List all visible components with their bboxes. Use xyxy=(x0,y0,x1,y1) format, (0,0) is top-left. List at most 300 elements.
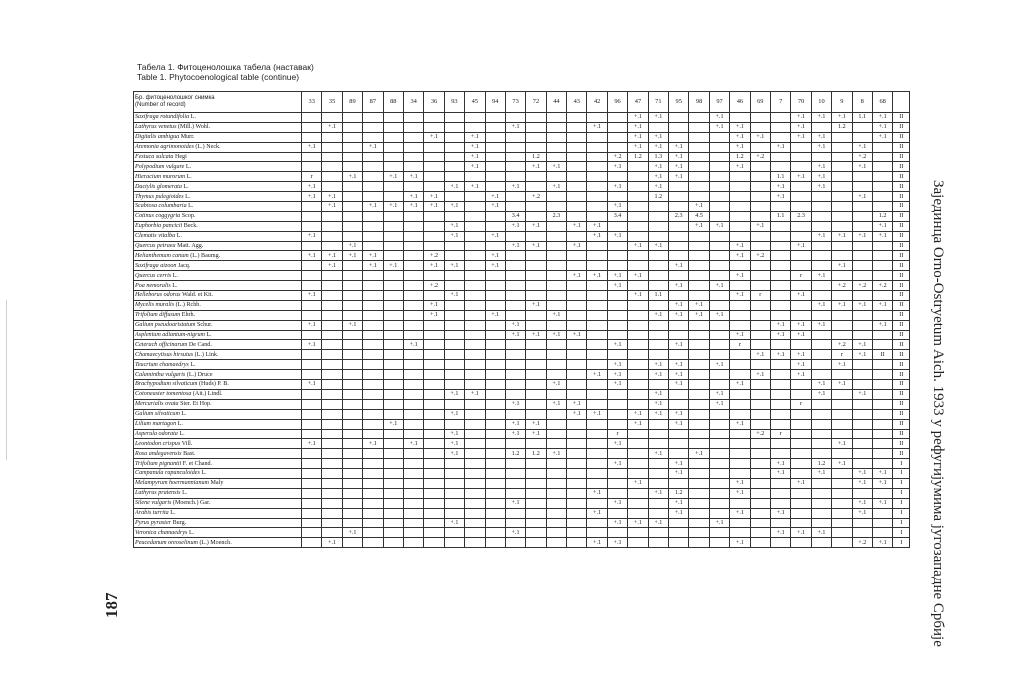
abundance-cell: +.1 xyxy=(730,380,750,390)
abundance-cell xyxy=(342,469,362,479)
abundance-cell xyxy=(770,271,790,281)
abundance-cell xyxy=(750,399,770,409)
abundance-cell xyxy=(628,261,648,271)
abundance-cell xyxy=(648,429,668,439)
species-name-cell xyxy=(134,518,302,528)
species-name-cell xyxy=(134,172,302,182)
abundance-cell xyxy=(689,380,709,390)
abundance-cell xyxy=(322,370,342,380)
abundance-cell xyxy=(465,429,485,439)
abundance-cell: +.1 xyxy=(546,162,566,172)
abundance-cell xyxy=(709,528,729,538)
abundance-cell xyxy=(607,132,627,142)
abundance-cell xyxy=(811,498,831,508)
constancy-class-cell: II xyxy=(893,389,910,399)
abundance-cell xyxy=(363,211,383,221)
abundance-cell xyxy=(465,478,485,488)
abundance-cell xyxy=(607,221,627,231)
abundance-cell xyxy=(730,310,750,320)
species-author: Ster. Et Hop. xyxy=(180,401,212,408)
abundance-cell xyxy=(567,488,587,498)
abundance-cell xyxy=(689,172,709,182)
abundance-cell: +.1 xyxy=(322,538,342,548)
abundance-cell xyxy=(770,310,790,320)
species-author: L. xyxy=(172,282,178,289)
abundance-cell xyxy=(587,399,607,409)
abundance-cell xyxy=(383,429,403,439)
constancy-class-cell: II xyxy=(893,192,910,202)
species-author: Wald. et Kit. xyxy=(182,292,214,299)
record-number-header: 95 xyxy=(669,92,689,113)
abundance-cell xyxy=(546,251,566,261)
abundance-cell xyxy=(526,538,546,548)
abundance-cell xyxy=(485,241,505,251)
abundance-cell: +.1 xyxy=(872,478,892,488)
abundance-cell xyxy=(363,360,383,370)
abundance-cell xyxy=(709,538,729,548)
abundance-cell xyxy=(607,310,627,320)
abundance-cell xyxy=(770,360,790,370)
abundance-cell: +.1 xyxy=(424,202,444,212)
abundance-cell: +.1 xyxy=(363,261,383,271)
abundance-cell xyxy=(322,310,342,320)
abundance-cell xyxy=(832,182,852,192)
abundance-cell xyxy=(424,182,444,192)
abundance-cell: +.1 xyxy=(872,122,892,132)
abundance-cell: +.1 xyxy=(832,439,852,449)
abundance-cell xyxy=(342,350,362,360)
abundance-cell xyxy=(526,439,546,449)
table-row xyxy=(134,320,910,330)
abundance-cell: +.1 xyxy=(750,350,770,360)
abundance-cell xyxy=(872,261,892,271)
abundance-cell xyxy=(811,370,831,380)
abundance-cell xyxy=(424,498,444,508)
species-name: Lathyrus pratensis xyxy=(135,490,181,497)
abundance-cell: +.1 xyxy=(342,251,362,261)
table-row xyxy=(134,389,910,399)
abundance-cell xyxy=(567,192,587,202)
abundance-cell xyxy=(302,488,322,498)
abundance-cell xyxy=(832,132,852,142)
species-name-cell xyxy=(134,231,302,241)
abundance-cell xyxy=(526,172,546,182)
abundance-cell xyxy=(526,518,546,528)
abundance-cell xyxy=(342,538,362,548)
abundance-cell xyxy=(852,202,872,212)
abundance-cell xyxy=(832,192,852,202)
abundance-cell xyxy=(322,231,342,241)
abundance-cell xyxy=(709,409,729,419)
abundance-cell xyxy=(872,172,892,182)
record-number-header: 33 xyxy=(302,92,322,113)
abundance-cell xyxy=(709,429,729,439)
constancy-class-cell: I xyxy=(893,469,910,479)
abundance-cell: +.1 xyxy=(607,518,627,528)
record-number-label-sr: Бр. фитоценолошког снимка xyxy=(135,95,215,101)
abundance-cell: +.1 xyxy=(546,330,566,340)
species-author: Bast. xyxy=(183,450,196,457)
abundance-cell: +.1 xyxy=(607,271,627,281)
abundance-cell xyxy=(363,498,383,508)
abundance-cell: +.1 xyxy=(872,113,892,123)
abundance-cell xyxy=(872,459,892,469)
abundance-cell: +.1 xyxy=(770,459,790,469)
table-row xyxy=(134,508,910,518)
abundance-cell: +.1 xyxy=(811,300,831,310)
abundance-cell: r xyxy=(302,172,322,182)
abundance-cell: +.1 xyxy=(302,231,322,241)
record-number-header: 47 xyxy=(628,92,648,113)
abundance-cell xyxy=(730,182,750,192)
abundance-cell xyxy=(852,439,872,449)
abundance-cell xyxy=(811,518,831,528)
abundance-cell: +.1 xyxy=(485,251,505,261)
abundance-cell xyxy=(424,508,444,518)
species-name-cell xyxy=(134,221,302,231)
abundance-cell: +.1 xyxy=(648,409,668,419)
abundance-cell xyxy=(832,409,852,419)
abundance-cell xyxy=(689,419,709,429)
abundance-cell xyxy=(485,300,505,310)
abundance-cell xyxy=(709,182,729,192)
abundance-cell: +.1 xyxy=(567,409,587,419)
abundance-cell: +.1 xyxy=(485,310,505,320)
abundance-cell xyxy=(832,518,852,528)
abundance-cell xyxy=(872,251,892,261)
abundance-cell: +.1 xyxy=(709,281,729,291)
species-name: Festuca sulcata xyxy=(135,153,174,160)
abundance-cell xyxy=(587,389,607,399)
species-name: Helianthemum canum xyxy=(135,252,189,259)
abundance-cell: +.1 xyxy=(546,380,566,390)
species-name-cell xyxy=(134,360,302,370)
abundance-cell xyxy=(424,439,444,449)
abundance-cell: +.1 xyxy=(709,122,729,132)
abundance-cell: +.1 xyxy=(302,182,322,192)
abundance-cell xyxy=(546,429,566,439)
abundance-cell xyxy=(526,360,546,370)
species-name-cell xyxy=(134,251,302,261)
record-number-header: 87 xyxy=(363,92,383,113)
abundance-cell xyxy=(669,132,689,142)
abundance-cell xyxy=(505,132,525,142)
abundance-cell xyxy=(363,231,383,241)
abundance-cell xyxy=(383,211,403,221)
abundance-cell: +.1 xyxy=(607,370,627,380)
abundance-cell xyxy=(383,251,403,261)
abundance-cell xyxy=(444,172,464,182)
abundance-cell xyxy=(770,221,790,231)
abundance-cell xyxy=(872,409,892,419)
abundance-cell xyxy=(628,162,648,172)
abundance-cell xyxy=(750,538,770,548)
abundance-cell: +.1 xyxy=(811,132,831,142)
abundance-cell xyxy=(791,261,811,271)
abundance-cell: +.2 xyxy=(424,281,444,291)
table-row xyxy=(134,360,910,370)
abundance-cell xyxy=(424,518,444,528)
constancy-class-cell: II xyxy=(893,291,910,301)
abundance-cell xyxy=(607,142,627,152)
abundance-cell xyxy=(505,409,525,419)
abundance-cell xyxy=(322,360,342,370)
abundance-cell xyxy=(383,389,403,399)
abundance-cell xyxy=(791,300,811,310)
abundance-cell: 1.2 xyxy=(648,192,668,202)
species-name-cell xyxy=(134,409,302,419)
abundance-cell xyxy=(424,241,444,251)
abundance-cell xyxy=(811,310,831,320)
abundance-cell: +.1 xyxy=(832,300,852,310)
abundance-cell: +.1 xyxy=(342,320,362,330)
abundance-cell: +.1 xyxy=(770,508,790,518)
abundance-cell xyxy=(444,528,464,538)
abundance-cell: +.1 xyxy=(465,132,485,142)
abundance-cell: +.1 xyxy=(424,132,444,142)
abundance-cell: +.1 xyxy=(567,330,587,340)
abundance-cell xyxy=(342,291,362,301)
abundance-cell: +.1 xyxy=(709,518,729,528)
table-header-row xyxy=(134,92,910,113)
abundance-cell xyxy=(669,271,689,281)
species-name: Lathyrus venetus xyxy=(135,124,177,131)
species-name-cell xyxy=(134,350,302,360)
abundance-cell xyxy=(444,360,464,370)
abundance-cell xyxy=(750,459,770,469)
abundance-cell xyxy=(302,478,322,488)
abundance-cell xyxy=(485,182,505,192)
table-row xyxy=(134,142,910,152)
constancy-class-cell: II xyxy=(893,439,910,449)
abundance-cell xyxy=(403,469,423,479)
abundance-cell xyxy=(302,389,322,399)
abundance-cell xyxy=(567,459,587,469)
abundance-cell xyxy=(832,399,852,409)
abundance-cell: +.1 xyxy=(403,202,423,212)
abundance-cell xyxy=(383,518,403,528)
abundance-cell xyxy=(485,399,505,409)
abundance-cell xyxy=(444,192,464,202)
abundance-cell xyxy=(302,518,322,528)
abundance-cell xyxy=(628,389,648,399)
abundance-cell xyxy=(791,419,811,429)
abundance-cell xyxy=(363,310,383,320)
abundance-cell xyxy=(444,300,464,310)
abundance-cell: +.1 xyxy=(832,459,852,469)
abundance-cell: +.1 xyxy=(669,409,689,419)
abundance-cell xyxy=(424,211,444,221)
abundance-cell xyxy=(587,182,607,192)
abundance-cell xyxy=(872,380,892,390)
abundance-cell xyxy=(607,261,627,271)
abundance-cell xyxy=(811,419,831,429)
abundance-cell xyxy=(669,399,689,409)
abundance-cell xyxy=(363,271,383,281)
species-name-cell xyxy=(134,370,302,380)
abundance-cell: +.1 xyxy=(791,370,811,380)
abundance-cell xyxy=(791,182,811,192)
abundance-cell: +.1 xyxy=(628,478,648,488)
abundance-cell xyxy=(709,261,729,271)
abundance-cell: +.1 xyxy=(872,538,892,548)
abundance-cell: +.1 xyxy=(669,310,689,320)
abundance-cell xyxy=(770,538,790,548)
species-name-cell xyxy=(134,271,302,281)
abundance-cell: +.1 xyxy=(669,498,689,508)
record-number-header: 73 xyxy=(505,92,525,113)
abundance-cell xyxy=(791,439,811,449)
abundance-cell: +.1 xyxy=(424,192,444,202)
constancy-class-cell: II xyxy=(893,409,910,419)
abundance-cell xyxy=(505,340,525,350)
abundance-cell xyxy=(669,439,689,449)
abundance-cell xyxy=(872,419,892,429)
abundance-cell xyxy=(424,409,444,419)
abundance-cell: +.1 xyxy=(444,389,464,399)
abundance-cell xyxy=(832,221,852,231)
abundance-cell: +.1 xyxy=(424,300,444,310)
abundance-cell xyxy=(791,202,811,212)
constancy-class-cell: II xyxy=(893,241,910,251)
abundance-cell xyxy=(363,538,383,548)
abundance-cell xyxy=(709,478,729,488)
abundance-cell: +.1 xyxy=(852,231,872,241)
abundance-cell xyxy=(770,449,790,459)
abundance-cell xyxy=(444,113,464,123)
abundance-cell xyxy=(383,459,403,469)
abundance-cell: +.1 xyxy=(770,192,790,202)
abundance-cell: +.2 xyxy=(852,538,872,548)
abundance-cell: +.2 xyxy=(607,152,627,162)
table-row xyxy=(134,399,910,409)
abundance-cell xyxy=(546,469,566,479)
abundance-cell: 1.2 xyxy=(730,152,750,162)
abundance-cell xyxy=(852,261,872,271)
abundance-cell xyxy=(424,449,444,459)
abundance-cell xyxy=(363,459,383,469)
abundance-cell xyxy=(444,459,464,469)
abundance-cell: +.1 xyxy=(811,142,831,152)
abundance-cell xyxy=(587,132,607,142)
abundance-cell xyxy=(669,389,689,399)
abundance-cell xyxy=(505,251,525,261)
species-name-cell xyxy=(134,389,302,399)
table-row xyxy=(134,241,910,251)
abundance-cell xyxy=(628,528,648,538)
abundance-cell xyxy=(791,152,811,162)
species-name-cell xyxy=(134,478,302,488)
abundance-cell xyxy=(363,528,383,538)
constancy-class-cell: II xyxy=(893,211,910,221)
abundance-cell: +.1 xyxy=(505,330,525,340)
abundance-cell xyxy=(424,380,444,390)
abundance-cell xyxy=(669,538,689,548)
abundance-cell: +.1 xyxy=(852,478,872,488)
species-name: Veronica chamaedrys xyxy=(135,529,188,536)
abundance-cell xyxy=(689,192,709,202)
page-number xyxy=(102,578,126,618)
abundance-cell xyxy=(811,152,831,162)
abundance-cell xyxy=(383,508,403,518)
abundance-cell: +.1 xyxy=(607,231,627,241)
abundance-cell xyxy=(485,488,505,498)
abundance-cell xyxy=(811,488,831,498)
abundance-cell xyxy=(403,518,423,528)
record-number-header: 42 xyxy=(587,92,607,113)
abundance-cell xyxy=(383,538,403,548)
abundance-cell xyxy=(750,271,770,281)
abundance-cell xyxy=(424,162,444,172)
abundance-cell xyxy=(383,340,403,350)
abundance-cell xyxy=(648,340,668,350)
abundance-cell xyxy=(852,419,872,429)
abundance-cell xyxy=(302,419,322,429)
abundance-cell: +.1 xyxy=(302,251,322,261)
abundance-cell xyxy=(791,469,811,479)
abundance-cell xyxy=(342,419,362,429)
abundance-cell: +.1 xyxy=(526,221,546,231)
abundance-cell: r xyxy=(791,271,811,281)
abundance-cell xyxy=(546,152,566,162)
record-number-header: 89 xyxy=(342,92,362,113)
abundance-cell: +.1 xyxy=(791,528,811,538)
abundance-cell: +.1 xyxy=(811,528,831,538)
species-name-cell xyxy=(134,340,302,350)
abundance-cell: +.1 xyxy=(669,162,689,172)
abundance-cell xyxy=(587,419,607,429)
abundance-cell xyxy=(302,152,322,162)
abundance-cell xyxy=(791,518,811,528)
abundance-cell: +.1 xyxy=(709,113,729,123)
abundance-cell xyxy=(302,409,322,419)
abundance-cell xyxy=(526,389,546,399)
abundance-cell xyxy=(465,488,485,498)
abundance-cell xyxy=(546,172,566,182)
abundance-cell xyxy=(322,429,342,439)
abundance-cell xyxy=(485,409,505,419)
abundance-cell xyxy=(546,498,566,508)
abundance-cell xyxy=(669,202,689,212)
abundance-cell xyxy=(444,538,464,548)
abundance-cell xyxy=(669,478,689,488)
abundance-cell xyxy=(403,291,423,301)
abundance-cell xyxy=(424,350,444,360)
abundance-cell xyxy=(485,162,505,172)
constancy-class-cell: II xyxy=(893,142,910,152)
abundance-cell xyxy=(750,202,770,212)
abundance-cell xyxy=(383,330,403,340)
abundance-cell: +.1 xyxy=(689,202,709,212)
abundance-cell xyxy=(546,360,566,370)
table-row xyxy=(134,350,910,360)
abundance-cell xyxy=(424,122,444,132)
abundance-cell xyxy=(791,459,811,469)
abundance-cell: +.1 xyxy=(730,271,750,281)
abundance-cell xyxy=(811,281,831,291)
abundance-cell: +.1 xyxy=(342,241,362,251)
species-name: Helleborus odorus xyxy=(135,292,181,299)
species-name-cell xyxy=(134,182,302,192)
abundance-cell xyxy=(567,350,587,360)
abundance-cell: +.1 xyxy=(669,172,689,182)
abundance-cell xyxy=(872,202,892,212)
abundance-cell xyxy=(424,360,444,370)
constancy-class-cell: II xyxy=(893,399,910,409)
abundance-cell xyxy=(770,439,790,449)
abundance-cell xyxy=(546,231,566,241)
abundance-cell xyxy=(403,182,423,192)
